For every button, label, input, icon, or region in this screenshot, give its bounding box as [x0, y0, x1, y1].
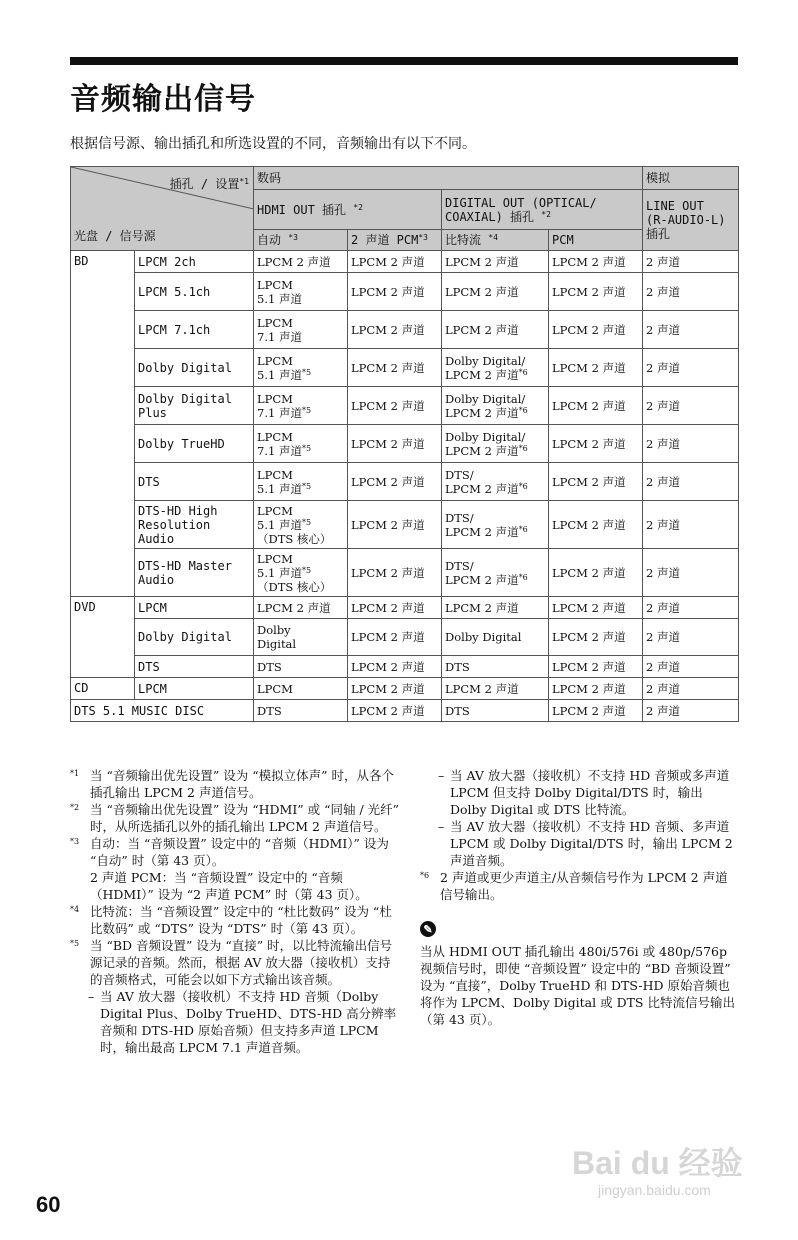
table-row — [71, 273, 739, 311]
source-format-cell: DTS — [135, 656, 254, 678]
source-format-cell: LPCM 2ch — [135, 251, 254, 273]
analog-cell: 2 声道 — [643, 501, 739, 549]
line-out-header: LINE OUT (R-AUDIO-L) 插孔 — [643, 190, 739, 251]
table-row — [71, 700, 739, 722]
auto-cell: LPCM 5.1 声道$^{*5}$ — [254, 463, 348, 501]
corner-top-label: 插孔 / 设置$^{*1}$ — [169, 177, 249, 191]
auto-cell: DTS — [254, 656, 348, 678]
source-format-cell: DTS-HD Master Audio — [135, 549, 254, 597]
auto-cell: DTS — [254, 700, 348, 722]
auto-cell: LPCM 7.1 声道$^{*5}$ — [254, 387, 348, 425]
table-row — [71, 597, 739, 619]
analog-cell: 2 声道 — [643, 678, 739, 700]
footnote-3: $^{*3}$ 自动：当 “音频设置” 设定中的 “音频（HDMI）” 设为 “自动” 时（第 43 页）。 2 声道 PCM：当 “音频设置” 设定中的 “音频（HDMI）” 设为 “2 声道 PCM” 时（第 43 页）。 — [70, 836, 389, 902]
source-format-cell: LPCM — [135, 678, 254, 700]
auto-cell: Dolby Digital — [254, 619, 348, 656]
analog-cell: 2 声道 — [643, 311, 739, 349]
footnote-5-item-2: – 当 AV 放大器（接收机）不支持 HD 音频或多声道 LPCM 但支持 Dolby Digital/DTS 时，输出 Dolby Digital 或 DTS 比特流。 — [438, 768, 730, 817]
bitstream-cell: DTS/ LPCM 2 声道$^{*6}$ — [442, 463, 549, 501]
pcm-cell: LPCM 2 声道 — [549, 387, 643, 425]
analog-cell: 2 声道 — [643, 549, 739, 597]
pcm-cell: LPCM 2 声道 — [549, 273, 643, 311]
intro-text: 根据信号源、输出插孔和所选设置的不同，音频输出有以下不同。 — [70, 136, 476, 152]
footnotes-left — [70, 767, 400, 1056]
pcm-2ch-cell: LPCM 2 声道 — [348, 700, 442, 722]
source-group-cell: CD — [71, 678, 135, 700]
auto-cell: LPCM 2 声道 — [254, 251, 348, 273]
auto-cell: LPCM 7.1 声道$^{*5}$ — [254, 425, 348, 463]
table-row — [71, 311, 739, 349]
analog-cell: 2 声道 — [643, 425, 739, 463]
analog-cell: 2 声道 — [643, 656, 739, 678]
pcm-2ch-cell: LPCM 2 声道 — [348, 656, 442, 678]
table-row — [71, 349, 739, 387]
analog-header: 模拟 — [643, 167, 739, 190]
bitstream-cell: Dolby Digital/ LPCM 2 声道$^{*6}$ — [442, 425, 549, 463]
table-row — [71, 678, 739, 700]
source-format-cell: DTS — [135, 463, 254, 501]
pcm-cell: LPCM 2 声道 — [549, 425, 643, 463]
table-row — [71, 619, 739, 656]
pcm-2ch-cell: LPCM 2 声道 — [348, 251, 442, 273]
hdmi-out-header: HDMI OUT 插孔 $^{*2}$ — [254, 190, 442, 230]
bitstream-cell: DTS — [442, 656, 549, 678]
footnote-5-item-3: – 当 AV 放大器（接收机）不支持 HD 音频、多声道 LPCM 或 Dolby Digital/DTS 时，输出 LPCM 2 声道音频。 — [438, 819, 733, 868]
pcm-cell: LPCM 2 声道 — [549, 549, 643, 597]
pcm-cell: LPCM 2 声道 — [549, 349, 643, 387]
analog-cell: 2 声道 — [643, 597, 739, 619]
analog-cell: 2 声道 — [643, 251, 739, 273]
bitstream-cell: LPCM 2 声道 — [442, 678, 549, 700]
footnote-5-item-1: – 当 AV 放大器（接收机）不支持 HD 音频（Dolby Digital Plus、Dolby TrueHD、DTS-HD 高分辨率音频和 DTS-HD 原始音频）但支持多声道 LPCM 时，输出最高 LPCM 7.1 声道音频。 — [88, 989, 397, 1055]
source-format-cell: Dolby Digital Plus — [135, 387, 254, 425]
bitstream-cell: Dolby Digital/ LPCM 2 声道$^{*6}$ — [442, 387, 549, 425]
pcm-2ch-cell: LPCM 2 声道 — [348, 463, 442, 501]
pcm-2ch-cell: LPCM 2 声道 — [348, 273, 442, 311]
source-group-cell: DVD — [71, 597, 135, 678]
bitstream-cell: DTS — [442, 700, 549, 722]
auto-cell: LPCM 5.1 声道$^{*5}$ （DTS 核心） — [254, 549, 348, 597]
source-group-cell: BD — [71, 251, 135, 597]
pcm-2ch-cell: LPCM 2 声道 — [348, 549, 442, 597]
bitstream-cell: LPCM 2 声道 — [442, 597, 549, 619]
auto-cell: LPCM 7.1 声道 — [254, 311, 348, 349]
analog-cell: 2 声道 — [643, 700, 739, 722]
pcm-2ch-cell: LPCM 2 声道 — [348, 597, 442, 619]
source-format-cell: DTS-HD High Resolution Audio — [135, 501, 254, 549]
page-number: 60 — [36, 1192, 61, 1217]
col-pcm-header: PCM — [549, 230, 643, 251]
table-row — [71, 425, 739, 463]
analog-cell: 2 声道 — [643, 387, 739, 425]
top-rule — [70, 57, 738, 65]
pcm-2ch-cell: LPCM 2 声道 — [348, 425, 442, 463]
pcm-2ch-cell: LPCM 2 声道 — [348, 387, 442, 425]
pcm-2ch-cell: LPCM 2 声道 — [348, 678, 442, 700]
table-row — [71, 549, 739, 597]
footnotes-right — [420, 767, 740, 1028]
auto-cell: LPCM 5.1 声道$^{*5}$ （DTS 核心） — [254, 501, 348, 549]
analog-cell: 2 声道 — [643, 349, 739, 387]
corner-bottom-label: 光盘 / 信号源 — [74, 229, 156, 243]
pcm-cell: LPCM 2 声道 — [549, 656, 643, 678]
bitstream-cell: LPCM 2 声道 — [442, 251, 549, 273]
audio-output-table — [70, 166, 739, 722]
pcm-cell: LPCM 2 声道 — [549, 251, 643, 273]
col-bitstream-header: 比特流 $^{*4}$ — [442, 230, 549, 251]
source-format-cell: Dolby Digital — [135, 619, 254, 656]
source-format-cell: Dolby TrueHD — [135, 425, 254, 463]
table-row — [71, 387, 739, 425]
digital-header: 数码 — [254, 167, 643, 190]
pcm-cell: LPCM 2 声道 — [549, 678, 643, 700]
pcm-cell: LPCM 2 声道 — [549, 463, 643, 501]
bitstream-cell: LPCM 2 声道 — [442, 273, 549, 311]
footnote-1: $^{*1}$ 当 “音频输出优先设置” 设为 “模拟立体声” 时，从各个插孔输出 LPCM 2 声道信号。 — [70, 768, 394, 800]
header-corner-cell — [71, 167, 254, 251]
pcm-2ch-cell: LPCM 2 声道 — [348, 619, 442, 656]
tip-icon: ✎ — [420, 921, 436, 937]
auto-cell: LPCM — [254, 678, 348, 700]
digital-out-header: DIGITAL OUT (OPTICAL/ COAXIAL) 插孔 $^{*2}$ — [442, 190, 643, 230]
source-format-cell: LPCM — [135, 597, 254, 619]
tip-text: 当从 HDMI OUT 插孔输出 480i/576i 或 480p/576p 视频信号时，即使 “音频设置” 设定中的 “BD 音频设置” 设为 “直接”，Dolby TrueHD 和 DTS-HD 原始音频也将作为 LPCM、Dolby Digital 或 DTS 比特流信号输出（第 43 页）。 — [420, 944, 735, 1027]
table-row — [71, 251, 739, 273]
table-row — [71, 463, 739, 501]
auto-cell: LPCM 5.1 声道 — [254, 273, 348, 311]
watermark-logo: Bai du 经验 — [572, 1145, 743, 1181]
pcm-2ch-cell: LPCM 2 声道 — [348, 501, 442, 549]
bitstream-cell: DTS/ LPCM 2 声道$^{*6}$ — [442, 549, 549, 597]
table-row — [71, 501, 739, 549]
source-format-cell: LPCM 7.1ch — [135, 311, 254, 349]
source-format-cell: Dolby Digital — [135, 349, 254, 387]
auto-cell: LPCM 2 声道 — [254, 597, 348, 619]
pcm-cell: LPCM 2 声道 — [549, 311, 643, 349]
source-group-cell: DTS 5.1 MUSIC DISC — [71, 700, 254, 722]
analog-cell: 2 声道 — [643, 273, 739, 311]
pcm-2ch-cell: LPCM 2 声道 — [348, 349, 442, 387]
footnote-2: $^{*2}$ 当 “音频输出优先设置” 设为 “HDMI” 或 “同轴 / 光纤” 时，从所选插孔以外的插孔输出 LPCM 2 声道信号。 — [70, 802, 400, 834]
footnote-4: $^{*4}$ 比特流：当 “音频设置” 设定中的 “杜比数码” 设为 “杜比数码” 或 “DTS” 设为 “DTS” 时（第 43 页）。 — [70, 904, 392, 936]
source-format-cell: LPCM 5.1ch — [135, 273, 254, 311]
bitstream-cell: DTS/ LPCM 2 声道$^{*6}$ — [442, 501, 549, 549]
pcm-cell: LPCM 2 声道 — [549, 597, 643, 619]
auto-cell: LPCM 5.1 声道$^{*5}$ — [254, 349, 348, 387]
bitstream-cell: Dolby Digital — [442, 619, 549, 656]
bitstream-cell: Dolby Digital/ LPCM 2 声道$^{*6}$ — [442, 349, 549, 387]
footnote-5: $^{*5}$ 当 “BD 音频设置” 设为 “直接” 时，以比特流输出信号源记录的音频。然而，根据 AV 放大器（接收机）支持的音频格式，可能会以如下方式输出该音频。 — [70, 938, 393, 987]
footnote-6: $^{*6}$ 2 声道或更少声道主/从音频信号作为 LPCM 2 声道信号输出。 — [420, 870, 728, 902]
watermark-url: jingyan.baidu.com — [598, 1182, 711, 1198]
analog-cell: 2 声道 — [643, 619, 739, 656]
bitstream-cell: LPCM 2 声道 — [442, 311, 549, 349]
pcm-cell: LPCM 2 声道 — [549, 700, 643, 722]
pcm-cell: LPCM 2 声道 — [549, 501, 643, 549]
table-body — [71, 251, 739, 722]
col-2ch-pcm-header: 2 声道 PCM$^{*3}$ — [348, 230, 442, 251]
col-auto-header: 自动 $^{*3}$ — [254, 230, 348, 251]
pcm-2ch-cell: LPCM 2 声道 — [348, 311, 442, 349]
table-row — [71, 656, 739, 678]
pcm-cell: LPCM 2 声道 — [549, 619, 643, 656]
analog-cell: 2 声道 — [643, 463, 739, 501]
page-title: 音频输出信号 — [70, 82, 256, 117]
